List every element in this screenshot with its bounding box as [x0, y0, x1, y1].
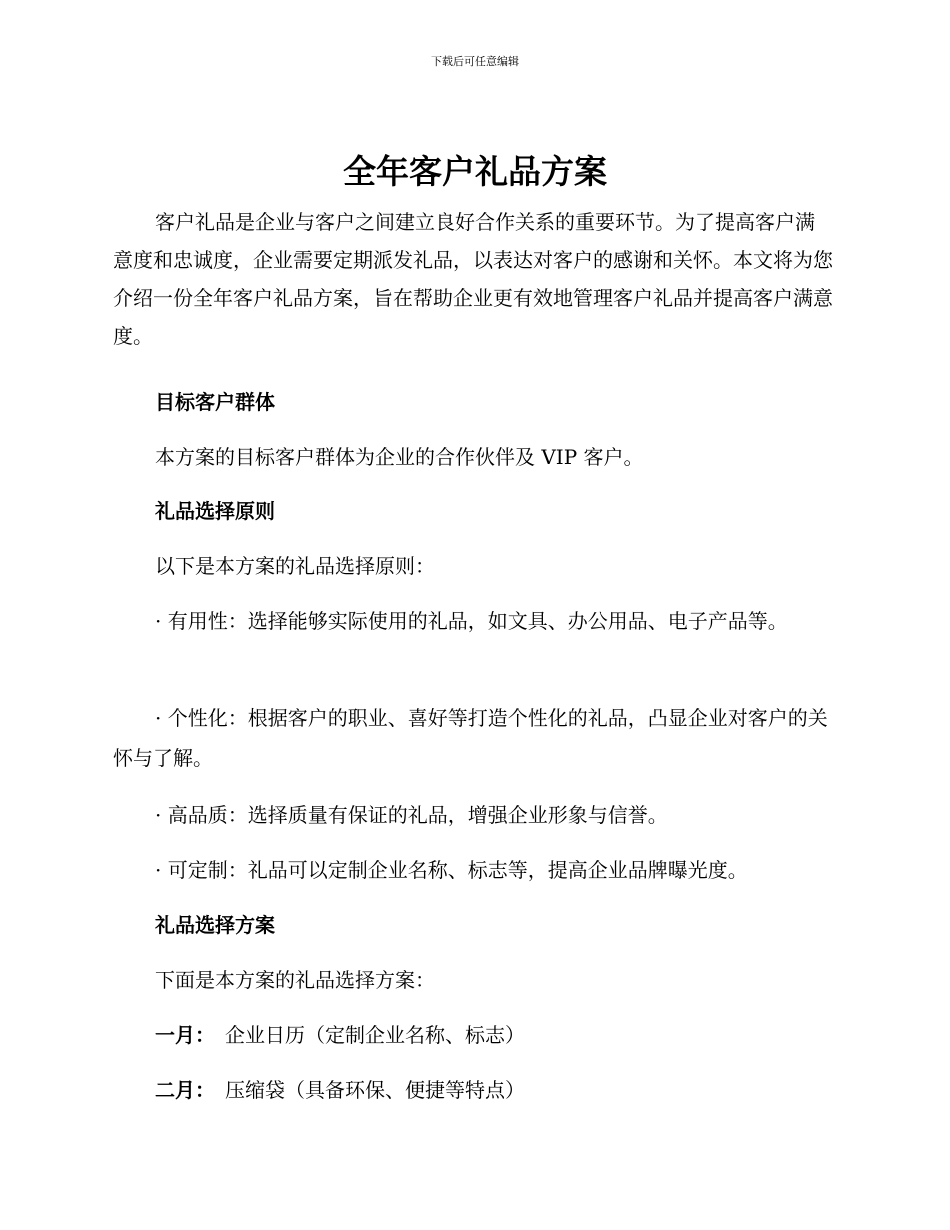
principle-item-useful: · 有用性：选择能够实际使用的礼品，如文具、办公用品、电子产品等。: [155, 609, 788, 633]
principle-item-customizable: · 可定制：礼品可以定制企业名称、标志等，提高企业品牌曝光度。: [155, 858, 748, 882]
month-item-february: [113, 1070, 833, 1110]
section-heading-gift-plan: 礼品选择方案: [155, 913, 275, 937]
gift-plan-lead: 下面是本方案的礼品选择方案：: [155, 968, 435, 992]
month-item-january: [113, 1015, 833, 1055]
intro-paragraph: 客户礼品是企业与客户之间建立良好合作关系的重要环节。为了提高客户满意度和忠诚度，企业需要定期派发礼品，以表达对客户的感谢和关怀。本文将为您介绍一份全年客户礼品方案，旨在帮助企业更有效地管理客户礼品并提高客户满意度。: [113, 210, 833, 348]
section-heading-gift-principles: 礼品选择原则: [155, 499, 275, 523]
month-gift: 压缩袋（具备环保、便捷等特点）: [225, 1078, 525, 1102]
gift-principles-lead: 以下是本方案的礼品选择原则：: [155, 554, 435, 578]
month-gift: 企业日历（定制企业名称、标志）: [225, 1023, 525, 1047]
month-label: 一月：: [155, 1023, 215, 1047]
principle-item-quality: · 高品质：选择质量有保证的礼品，增强企业形象与信誉。: [155, 803, 668, 827]
section-heading-target-customers: 目标客户群体: [155, 390, 275, 414]
target-customers-text: 本方案的目标客户群体为企业的合作伙伴及 VIP 客户。: [155, 445, 644, 469]
principle-item-personalized: · 个性化：根据客户的职业、喜好等打造个性化的礼品，凸显企业对客户的关怀与了解。: [113, 706, 828, 770]
month-label: 二月：: [155, 1078, 215, 1102]
page-header-note: 下载后可任意编辑: [431, 55, 519, 68]
document-title: 全年客户礼品方案: [343, 152, 607, 191]
